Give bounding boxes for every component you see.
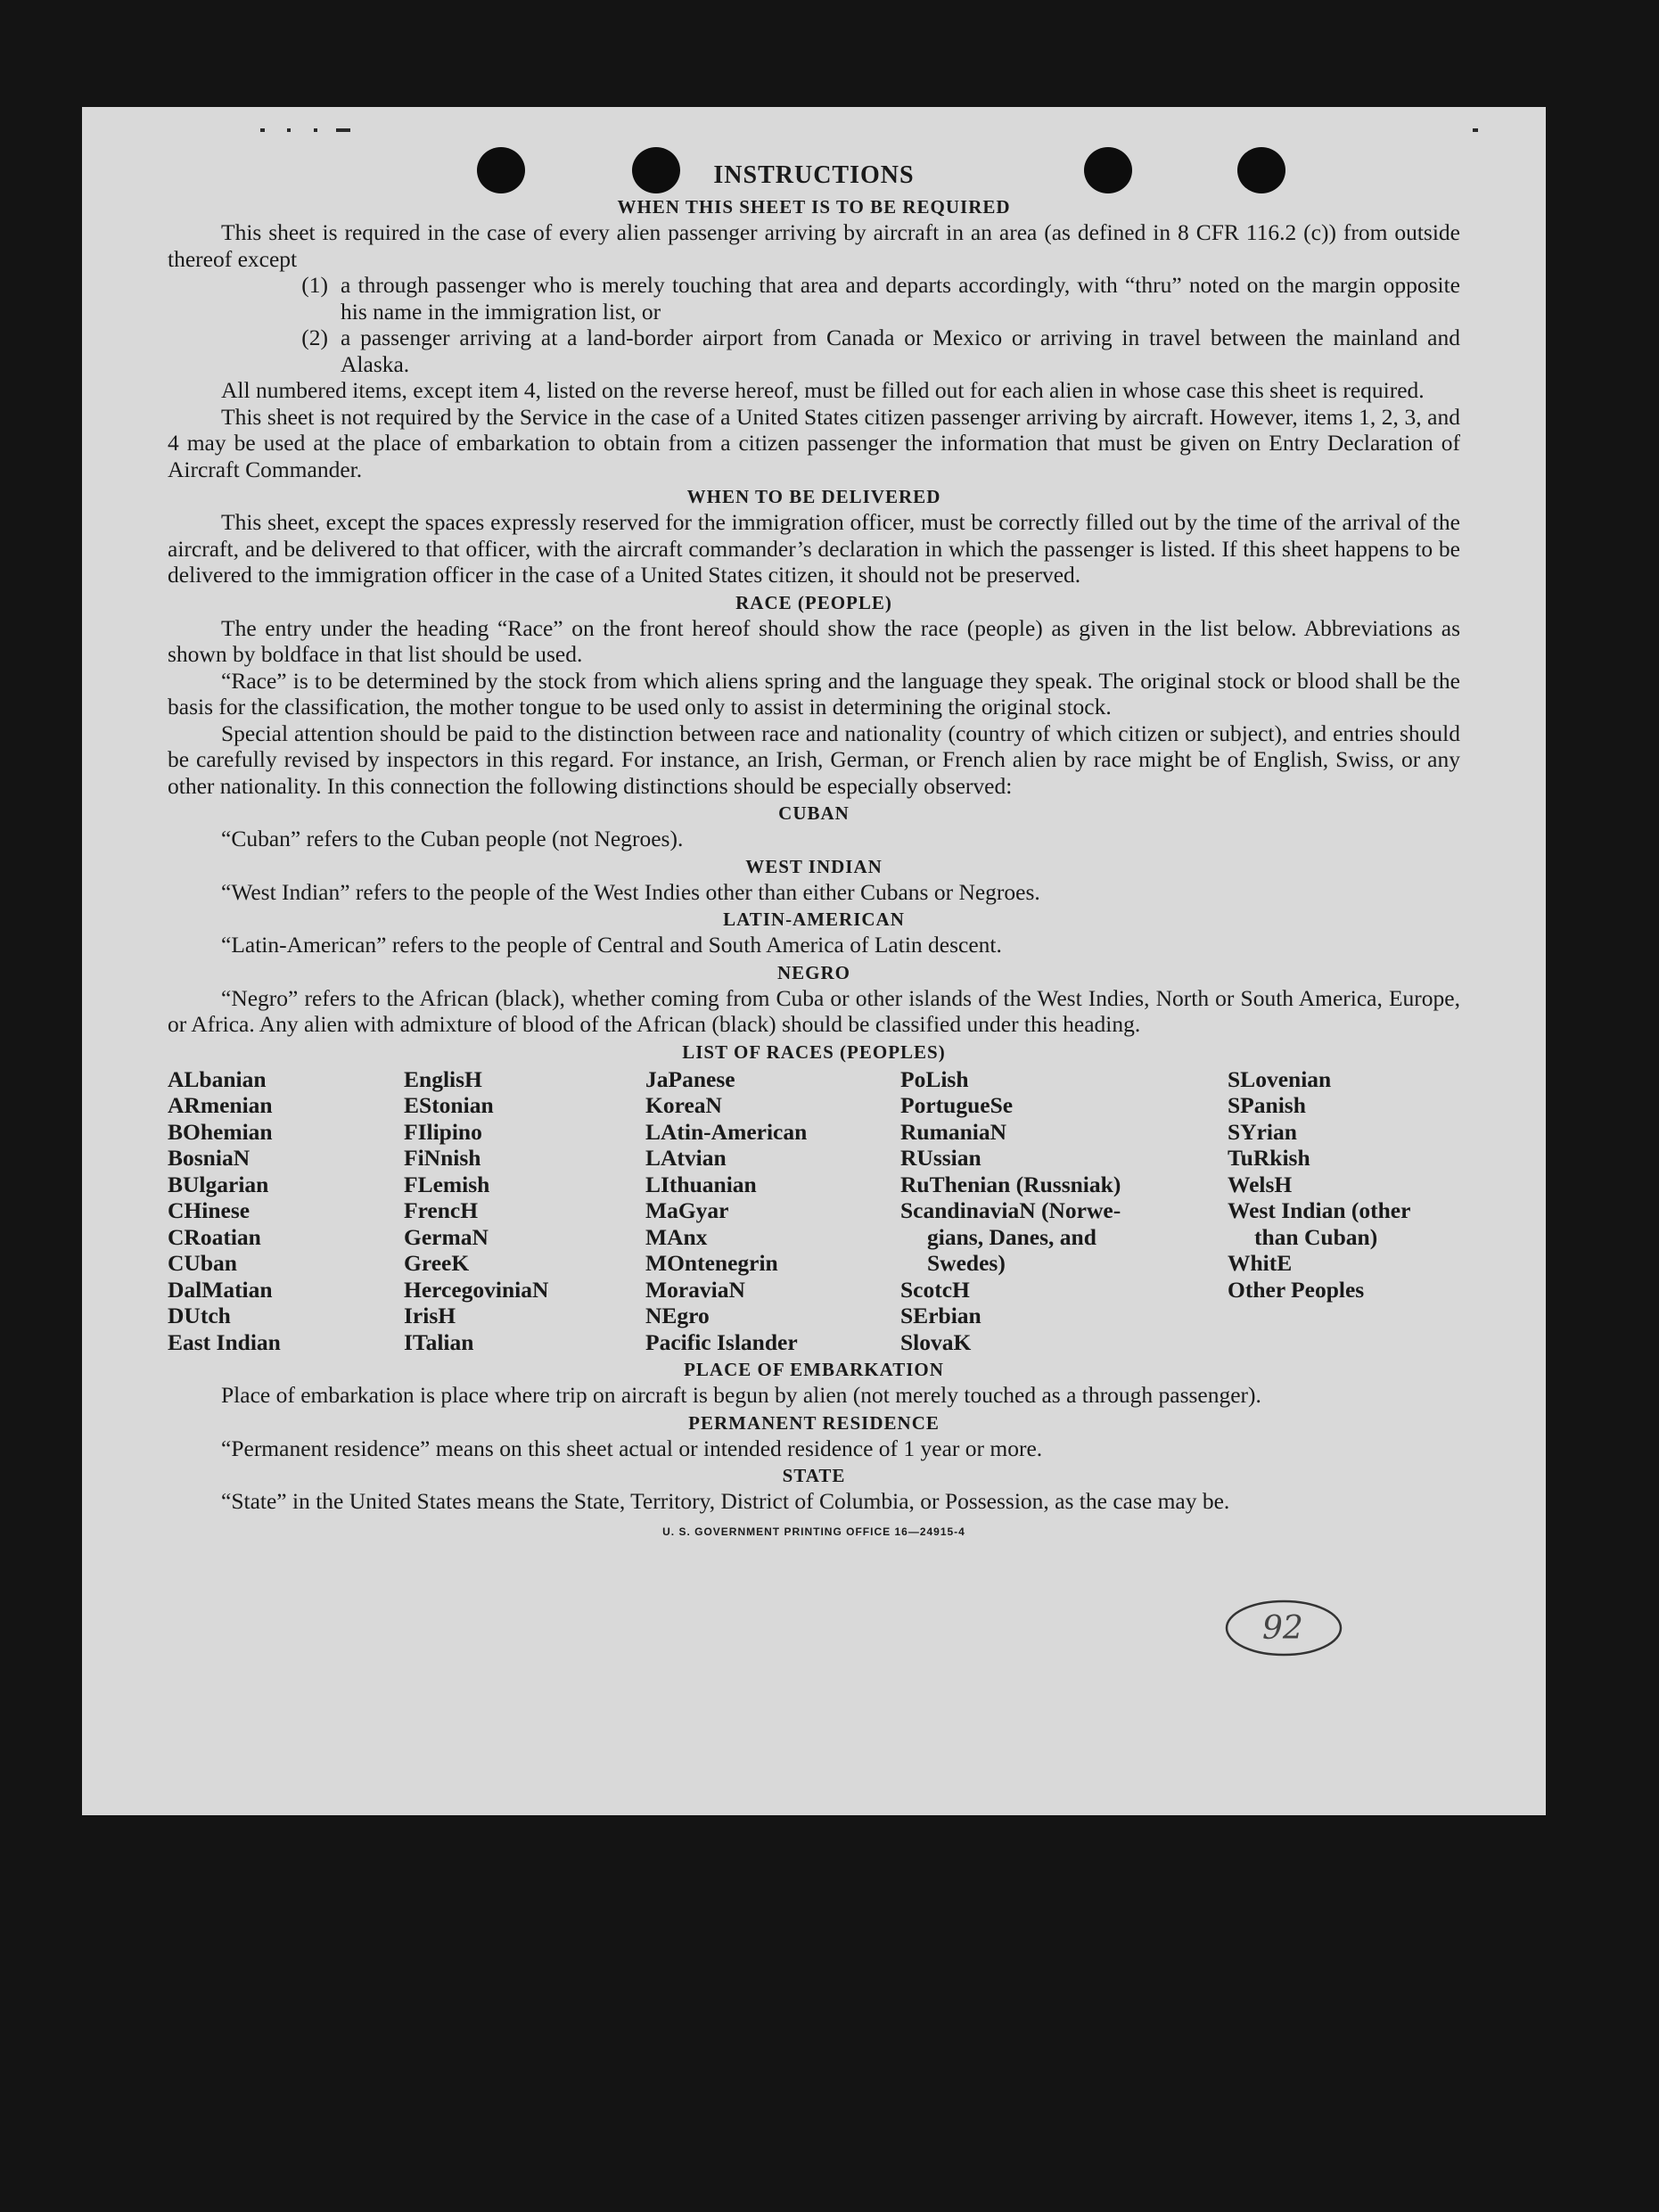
heading-permanent-residence: PERMANENT RESIDENCE	[688, 1411, 940, 1434]
race-entry: PoLish	[900, 1065, 969, 1092]
paragraph: “Latin-American” refers to the people of Central and South America of Latin descent.	[221, 932, 1002, 958]
heading-west-indian: WEST INDIAN	[745, 855, 883, 877]
heading-when-delivered: WHEN TO BE DELIVERED	[686, 486, 941, 507]
race-entry: than Cuban)	[1254, 1223, 1378, 1250]
item-number: (2)	[301, 325, 328, 350]
race-entry: LIthuanian	[645, 1171, 757, 1197]
race-entry: BosniaN	[168, 1145, 250, 1171]
race-entry: ITalian	[404, 1328, 474, 1355]
paragraph: This sheet is required in the case of every alien passenger arriving by aircraft in an area (as defined in 8 CFR 116.2 (c)) from outside thereof except	[168, 219, 1460, 272]
race-entry: Swedes)	[927, 1250, 1006, 1276]
race-entry: SErbian	[900, 1303, 981, 1328]
race-entry: MoraviaN	[645, 1276, 745, 1303]
races-column	[404, 1066, 645, 1356]
speck	[287, 128, 291, 132]
race-entry: LAtin-American	[645, 1118, 808, 1145]
heading-when-required: WHEN THIS SHEET IS TO BE REQUIRED	[617, 196, 1011, 218]
punch-hole	[632, 147, 680, 193]
punch-hole	[1084, 147, 1132, 193]
document-sheet	[82, 107, 1546, 1815]
speck	[260, 128, 265, 132]
heading-list-of-races: LIST OF RACES (PEOPLES)	[682, 1040, 946, 1063]
printing-office-imprint: U. S. GOVERNMENT PRINTING OFFICE 16—24915-4	[662, 1525, 965, 1538]
race-entry: TuRkish	[1228, 1145, 1310, 1171]
speck	[314, 128, 317, 132]
document-title: INSTRUCTIONS	[713, 161, 915, 189]
paragraph: “Race” is to be determined by the stock from which aliens spring and the language they speak. The original stock or blood shall be the basis for the classification, the mother tongue to be used only to assist in determining the original stock.	[168, 667, 1460, 720]
race-entry: MAnx	[645, 1223, 708, 1250]
race-entry: FLemish	[404, 1171, 490, 1197]
paragraph: Special attention should be paid to the distinction between race and nationality (country of which citizen or subject), and entries should be carefully revised by inspectors in this regard. For instance, an Irish, German, or French alien by race might be of English, Swiss, or any other nationality. In this connection the following distinctions should be especially observed:	[168, 720, 1460, 799]
race-entry: RumaniaN	[900, 1118, 1007, 1145]
race-entry: West Indian (other	[1228, 1197, 1411, 1223]
heading-state: STATE	[782, 1465, 846, 1486]
race-entry: ScotcH	[900, 1276, 970, 1303]
races-column	[645, 1066, 900, 1356]
paragraph: “Cuban” refers to the Cuban people (not Negroes).	[221, 826, 684, 851]
race-entry: EStonian	[404, 1092, 494, 1118]
race-entry: FIlipino	[404, 1118, 482, 1145]
race-entry: BOhemian	[168, 1118, 273, 1145]
race-entry: WelsH	[1228, 1171, 1293, 1197]
race-entry: CRoatian	[168, 1223, 261, 1250]
handwritten-mark	[1220, 1594, 1344, 1658]
paragraph: This sheet, except the spaces expressly reserved for the immigration officer, must be correctly filled out by the time of the arrival of the aircraft, and be delivered to that officer, with the aircraft commander’s declaration in which the passenger is listed. If this sheet happens to be delivered to the immigration officer in the case of a United States citizen, it should not be preserved.	[168, 509, 1460, 588]
heading-negro: NEGRO	[776, 961, 850, 983]
speck	[336, 128, 350, 132]
race-entry: DUtch	[168, 1303, 231, 1328]
race-entry: ALbanian	[168, 1065, 267, 1092]
race-entry: Other Peoples	[1228, 1276, 1365, 1303]
race-entry: SLovenian	[1228, 1065, 1332, 1092]
heading-cuban: CUBAN	[778, 802, 850, 824]
paragraph: All numbered items, except item 4, listed on the reverse hereof, must be filled out for each alien in whose case this sheet is required.	[221, 377, 1425, 403]
paragraph: “Negro” refers to the African (black), whether coming from Cuba or other islands of the West Indies, North or South America, Europe, or Africa. Any alien with admixture of blood of the African (black) should be classified under this heading.	[168, 984, 1460, 1037]
race-entry: SYrian	[1228, 1118, 1297, 1145]
race-entry: RuThenian (Russniak)	[900, 1171, 1121, 1197]
paragraph: “West Indian” refers to the people of the West Indies other than either Cubans or Negroes.	[221, 878, 1040, 905]
race-entry: IrisH	[404, 1303, 456, 1328]
race-entry: MOntenegrin	[645, 1250, 778, 1276]
item-text: a passenger arriving at a land-border airport from Canada or Mexico or arriving in travel between the mainland and Alaska.	[341, 325, 1460, 377]
paragraph: “Permanent residence” means on this sheet actual or intended residence of 1 year or more.	[221, 1435, 1043, 1461]
race-entry: NEgro	[645, 1303, 710, 1328]
races-table	[168, 1066, 1460, 1356]
race-entry: FrencH	[404, 1197, 479, 1223]
paragraph: Place of embarkation is place where trip on aircraft is begun by alien (not merely touched as a through passenger).	[221, 1382, 1261, 1408]
paragraph: This sheet is not required by the Service in the case of a United States citizen passenger arriving by aircraft. However, items 1, 2, 3, and 4 may be used at the place of embarkation to obtain from a citizen passenger the information that must be given on Entry Declaration of Aircraft Commander.	[168, 403, 1460, 482]
race-entry: RUssian	[900, 1145, 981, 1171]
race-entry: CUban	[168, 1250, 237, 1276]
race-entry: EnglisH	[404, 1065, 482, 1092]
punch-hole	[477, 147, 525, 193]
race-entry: MaGyar	[645, 1197, 729, 1223]
list-item	[168, 272, 1460, 325]
punch-hole	[1237, 147, 1285, 193]
race-entry: ARmenian	[168, 1092, 273, 1118]
race-entry: SPanish	[1228, 1092, 1306, 1118]
race-entry: East Indian	[168, 1328, 281, 1355]
item-text: a through passenger who is merely touching that area and departs accordingly, with “thru” noted on the margin opposite his name in the immigration list, or	[341, 272, 1460, 325]
race-entry: KoreaN	[645, 1092, 722, 1118]
race-entry: gians, Danes, and	[927, 1223, 1096, 1250]
race-entry: JaPanese	[645, 1065, 735, 1092]
races-column	[1228, 1066, 1459, 1356]
list-item	[168, 325, 1460, 377]
race-entry: SlovaK	[900, 1328, 972, 1355]
paragraph: The entry under the heading “Race” on the front hereof should show the race (people) as given in the list below. Abbreviations as shown by boldface in that list should be used.	[168, 614, 1460, 667]
race-entry: PortugueSe	[900, 1092, 1014, 1118]
race-entry: FiNnish	[404, 1145, 481, 1171]
race-entry: BUlgarian	[168, 1171, 269, 1197]
race-entry: GermaN	[404, 1223, 489, 1250]
race-entry: LAtvian	[645, 1145, 727, 1171]
races-column	[168, 1066, 404, 1356]
race-entry: Pacific Islander	[645, 1328, 798, 1355]
paragraph: “State” in the United States means the State, Territory, District of Columbia, or Possession, as the case may be.	[221, 1488, 1230, 1514]
mark-text: 92	[1262, 1610, 1303, 1647]
item-number: (1)	[301, 272, 328, 298]
race-entry: GreeK	[404, 1250, 470, 1276]
heading-embarkation: PLACE OF EMBARKATION	[684, 1359, 944, 1380]
speck	[1473, 128, 1478, 132]
heading-latin-american: LATIN-AMERICAN	[723, 909, 905, 930]
race-entry: ScandinaviaN (Norwe-	[900, 1197, 1121, 1223]
race-entry: HercegoviniaN	[404, 1276, 549, 1303]
race-entry: DalMatian	[168, 1276, 273, 1303]
heading-race: RACE (PEOPLE)	[735, 591, 892, 613]
race-entry: CHinese	[168, 1197, 250, 1223]
race-entry: WhitE	[1228, 1250, 1293, 1276]
races-column	[900, 1066, 1228, 1356]
